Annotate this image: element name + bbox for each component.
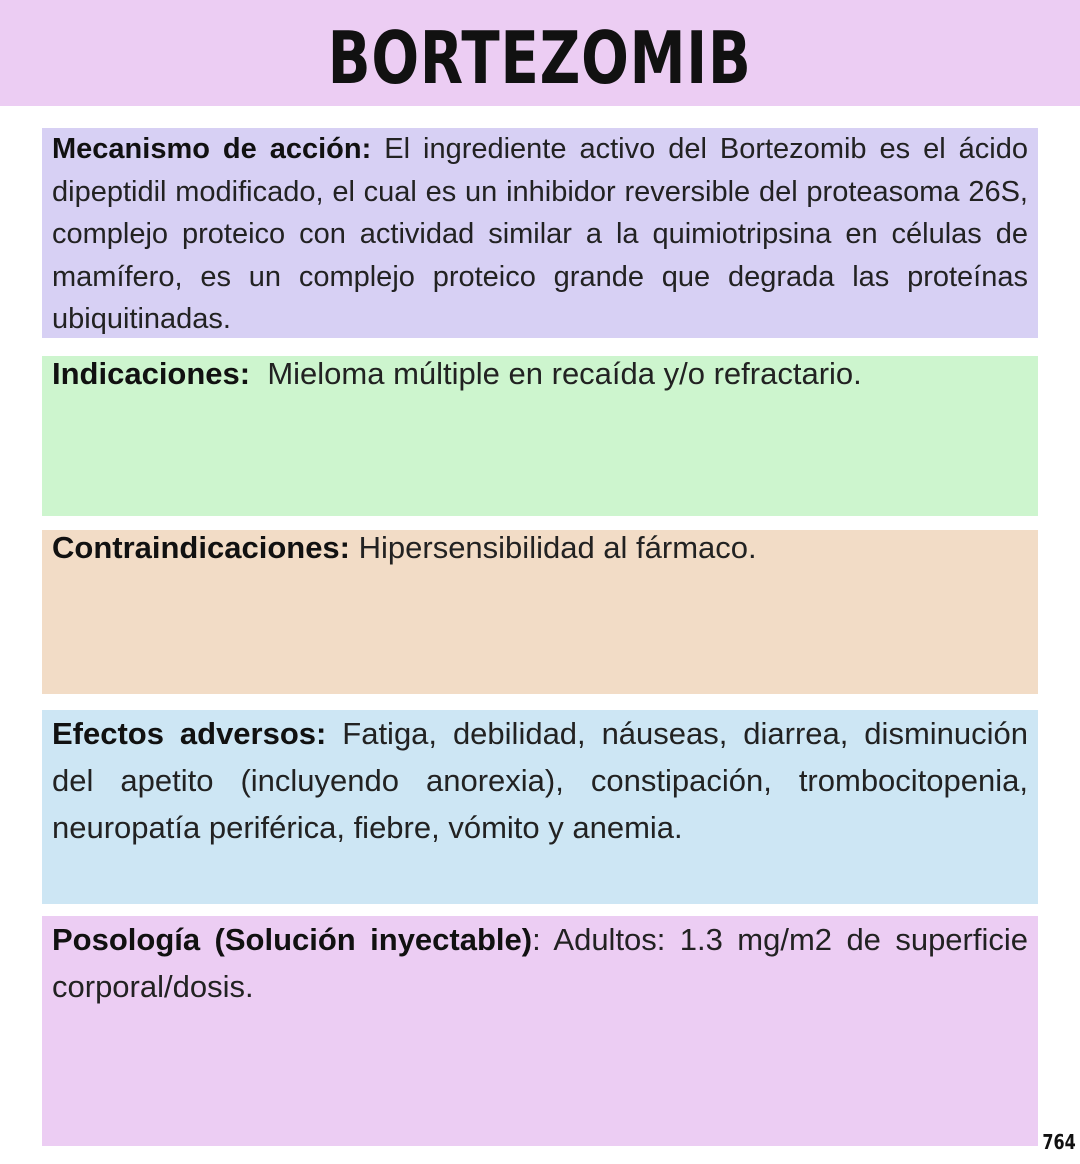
section-posologia	[42, 916, 1038, 1146]
section-text-efectos: Fatiga, debilidad, náuseas, diarrea, disminución del apetito (incluyendo anorexia), constipación, trombocitopenia, neuropatía periférica, fiebre, vómito y anemia.	[52, 716, 1028, 845]
section-label-efectos: Efectos adversos:	[52, 716, 327, 751]
section-efectos-adversos	[42, 710, 1038, 904]
section-label-posologia: Posología (Solución inyectable)	[52, 922, 533, 957]
page-number: 764	[1042, 1130, 1076, 1154]
section-label-indicaciones: Indicaciones:	[52, 356, 251, 391]
section-contraindicaciones	[42, 530, 1038, 694]
page-title: BORTEZOMIB	[328, 16, 752, 100]
section-label-contraindicaciones: Contraindicaciones:	[52, 530, 350, 565]
title-bar	[0, 0, 1080, 106]
section-mecanismo	[42, 128, 1038, 338]
section-indicaciones	[42, 356, 1038, 516]
section-text-mecanismo: El ingrediente activo del Bortezomib es el ácido dipeptidil modificado, el cual es un inhibidor reversible del proteasoma 26S, complejo proteico con actividad similar a la quimiotripsina en células de mamífero, es un complejo proteico grande que degrada las proteínas ubiquitinadas.	[52, 133, 1028, 335]
section-text-indicaciones: Mieloma múltiple en recaída y/o refractario.	[250, 356, 862, 391]
section-label-mecanismo: Mecanismo de acción:	[52, 133, 372, 165]
section-text-posologia: : Adultos: 1.3 mg/m2 de superficie corporal/dosis.	[52, 922, 1029, 1004]
section-text-contraindicaciones: Hipersensibilidad al fármaco.	[350, 530, 757, 565]
